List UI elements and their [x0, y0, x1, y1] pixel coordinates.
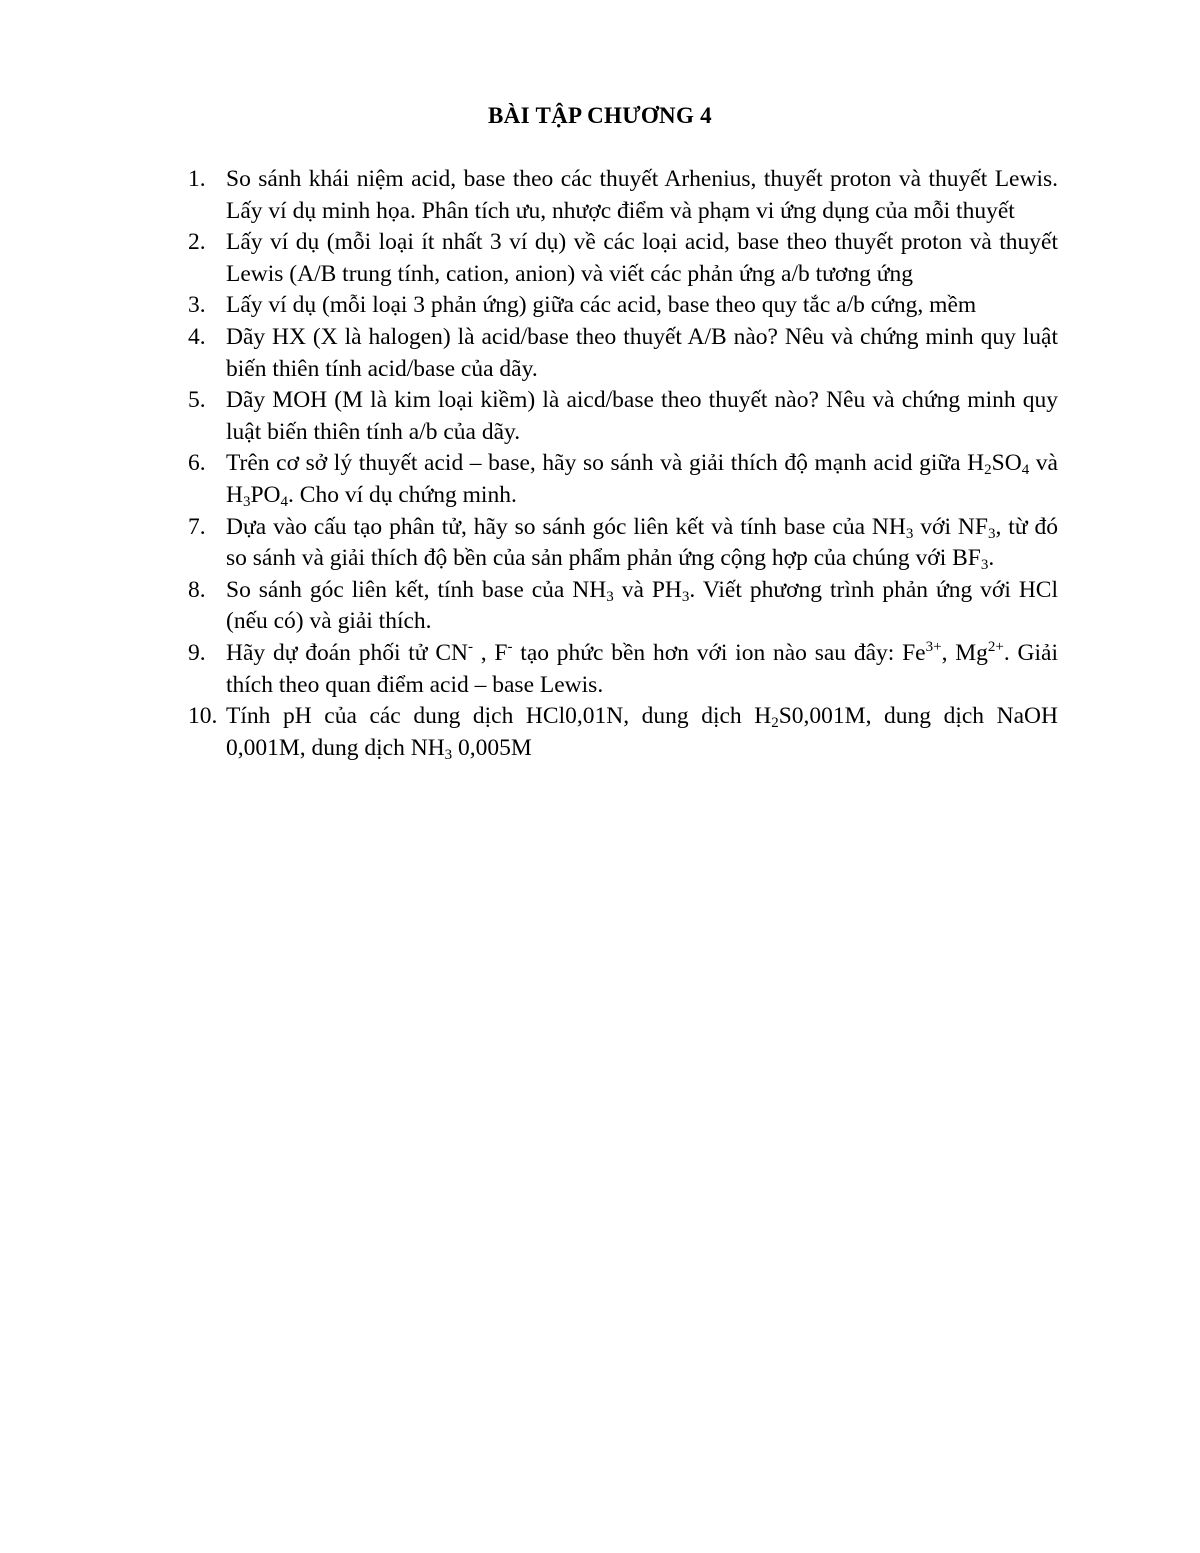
superscript-text: 2+: [987, 638, 1004, 655]
subscript-text: 2: [771, 715, 779, 732]
exercise-number: 1.: [188, 166, 206, 192]
exercise-number: 5.: [188, 387, 206, 414]
superscript-text: -: [467, 638, 473, 655]
text-run: So sánh góc liên kết, tính base của NH: [226, 576, 607, 603]
text-run: . Giải thích theo quan điểm acid – base Lewis.: [226, 639, 1058, 698]
text-run: .: [988, 545, 995, 572]
text-run: 0,005M: [452, 734, 532, 761]
subscript-text: 3: [681, 588, 690, 605]
text-run: , Mg: [941, 639, 988, 666]
text-run: Tính pH của các dung dịch HCl0,01N, dung dịch H: [226, 703, 772, 730]
exercise-item: [188, 385, 1058, 448]
exercise-text: [226, 229, 1058, 287]
subscript-text: 3: [606, 588, 614, 605]
subscript-text: 3: [980, 557, 989, 574]
exercise-text: [226, 324, 1058, 382]
exercise-number: 4.: [188, 323, 206, 350]
text-run: , F: [472, 639, 508, 666]
exercise-item: [188, 512, 1058, 575]
text-run: và H: [226, 450, 1058, 508]
exercise-text: [226, 387, 1058, 445]
exercise-number: 9.: [188, 639, 206, 666]
text-run: Dãy HX (X là halogen) là acid/base theo thuyết A/B nào? Nêu và chứng minh quy luật biến thiên tính acid/base của dãy.: [226, 323, 1058, 382]
exercise-number: 3.: [188, 292, 206, 319]
exercise-list: [188, 164, 1058, 764]
subscript-text: 2: [984, 462, 992, 479]
subscript-text: 4: [1021, 462, 1030, 479]
exercise-text: [226, 577, 1058, 635]
exercise-item: [188, 164, 1058, 227]
exercise-number: 8.: [188, 576, 206, 603]
text-run: . Viết phương trình phản ứng với HCl (nếu có) và giải thích.: [226, 576, 1059, 635]
exercise-text: [226, 450, 1058, 508]
text-run: và PH: [613, 576, 682, 603]
subscript-text: 3: [242, 493, 251, 510]
text-run: Dựa vào cấu tạo phân tử, hãy so sánh góc liên kết và tính base của NH: [226, 513, 906, 540]
superscript-text: -: [507, 638, 513, 655]
text-run: Dãy MOH (M là kim loại kiềm) là aicd/base theo thuyết nào? Nêu và chứng minh quy luật biến thiên tính a/b của dãy.: [226, 387, 1058, 445]
exercise-item: [188, 575, 1058, 638]
text-run: . Cho ví dụ chứng minh.: [288, 481, 517, 508]
text-run: So sánh khái niệm acid, base theo các thuyết Arhenius, thuyết proton và thuyết Lewis. Lấy ví dụ minh họa. Phân tích ưu, nhược điểm và phạm vi ứng dụng của mỗi thuyết: [226, 166, 1058, 224]
exercise-item: [188, 322, 1058, 385]
subscript-text: 3: [905, 525, 914, 542]
subscript-text: 3: [987, 525, 996, 542]
exercise-text: [226, 166, 1058, 224]
exercise-item: [188, 290, 1058, 322]
text-run: S0,001M, dung dịch NaOH 0,001M, dung dịch NH: [226, 703, 1058, 761]
text-run: tạo phức bền hơn với ion nào sau đây: Fe: [512, 639, 926, 666]
exercise-item: [188, 448, 1058, 511]
subscript-text: 3: [444, 746, 453, 763]
exercise-item: [188, 227, 1058, 290]
subscript-text: 4: [280, 493, 289, 510]
exercise-number: 2.: [188, 229, 206, 256]
text-run: PO: [250, 481, 281, 508]
superscript-text: 3+: [925, 638, 942, 655]
exercise-text: [226, 703, 1058, 761]
exercise-number: 6.: [188, 450, 206, 477]
exercise-number: 7.: [188, 513, 206, 540]
text-run: , từ đó so sánh và giải thích độ bền của sản phẩm phản ứng cộng hợp của chúng với BF: [226, 513, 1058, 572]
page-title: BÀI TẬP CHƯƠNG 4: [488, 103, 712, 128]
exercise-text: [226, 514, 1058, 572]
text-run: Lấy ví dụ (mỗi loại ít nhất 3 ví dụ) về các loại acid, base theo thuyết proton và thuyết Lewis (A/B trung tính, cation, anion) và viết các phản ứng a/b tương ứng: [226, 229, 1058, 287]
exercise-item: [188, 701, 1058, 764]
text-run: Trên cơ sở lý thuyết acid – base, hãy so sánh và giải thích độ mạnh acid giữa H: [226, 450, 985, 477]
text-run: với NF: [913, 513, 988, 540]
text-run: Lấy ví dụ (mỗi loại 3 phản ứng) giữa các acid, base theo quy tắc a/b cứng, mềm: [226, 292, 977, 319]
text-run: Hãy dự đoán phối tử CN: [226, 639, 468, 666]
exercise-item: [188, 638, 1058, 701]
exercise-text: [226, 640, 1058, 698]
exercise-text: [226, 292, 976, 318]
exercise-number: 10.: [188, 703, 218, 730]
text-run: SO: [991, 450, 1022, 477]
